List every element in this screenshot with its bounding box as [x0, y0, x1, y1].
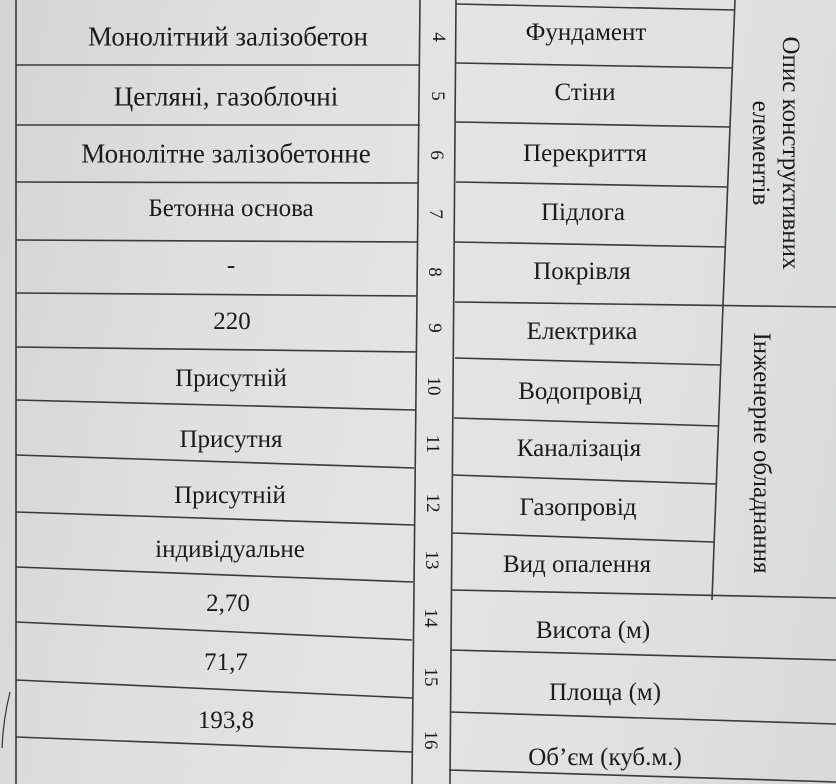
- group-structural-title: Опис конструктивних: [777, 36, 804, 270]
- value-ceiling: Монолітне залізобетонне: [81, 138, 371, 169]
- name-roof: Покрівля: [533, 258, 631, 285]
- name-foundation: Фундамент: [525, 19, 647, 46]
- value-roof: -: [226, 252, 236, 279]
- value-sewage: Присутня: [179, 426, 283, 453]
- name-walls: Стіни: [554, 79, 616, 106]
- row-number: 15: [420, 667, 441, 687]
- name-volume: Об’єм (куб.м.): [528, 744, 682, 771]
- name-height: Висота (м): [535, 617, 651, 644]
- row-number: 11: [422, 434, 443, 454]
- value-foundation: Монолітний залізобетон: [88, 21, 368, 52]
- row-number: 7: [425, 209, 446, 219]
- row-number: 13: [421, 550, 442, 570]
- row-number: 6: [426, 150, 447, 160]
- row-number: 12: [422, 493, 443, 513]
- name-water: Водопровід: [518, 378, 642, 405]
- value-gas: Присутній: [174, 482, 286, 509]
- value-area: 71,7: [204, 649, 248, 676]
- value-electrics: 220: [213, 308, 251, 335]
- group-structural-elements: [745, 36, 805, 269]
- row-number: 8: [424, 267, 445, 277]
- row-number: 14: [420, 608, 441, 628]
- row-number: 5: [427, 91, 448, 101]
- row-number: 10: [423, 376, 444, 396]
- name-heating: Вид опалення: [502, 551, 652, 578]
- name-ceiling: Перекриття: [523, 140, 647, 167]
- value-water: Присутній: [175, 365, 287, 392]
- value-height: 2,70: [206, 590, 250, 617]
- name-gas: Газопровід: [519, 494, 637, 521]
- value-heating: індивідуальне: [155, 536, 305, 563]
- row-number: 9: [424, 323, 445, 333]
- name-electrics: Електрика: [526, 318, 638, 345]
- value-floor: Бетонна основа: [148, 195, 314, 222]
- name-sewage: Каналізація: [516, 435, 642, 462]
- value-walls: Цегляні, газоблочні: [113, 81, 339, 112]
- row-number: 16: [420, 730, 441, 750]
- name-floor: Підлога: [540, 199, 626, 226]
- name-area: Площа (м): [548, 679, 662, 706]
- row-number: 4: [428, 32, 449, 42]
- value-volume: 193,8: [197, 707, 255, 734]
- group-structural-subtitle: елементів: [747, 100, 774, 206]
- group-engineering-equipment: Інженерне обладнання: [748, 332, 775, 574]
- pen-mark-icon: [0, 690, 14, 750]
